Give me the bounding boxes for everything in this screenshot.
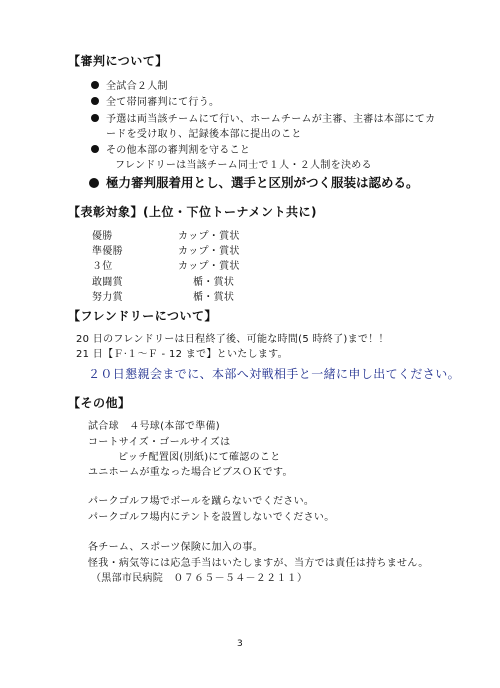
referee-bullet-5: 極力審判服着用とし、選手と区別がつく服装は認める。 [106, 175, 419, 190]
bullet-icon [91, 114, 99, 122]
friendly-notice: ２０日懇親会までに、本部へ対戦相手と一緒に申し出てください。 [88, 367, 461, 381]
award-label: 準優勝 [92, 246, 123, 257]
award-prize: カップ・賞状 [178, 246, 240, 257]
award-label: 優勝 [92, 231, 113, 242]
award-label: 敢闘賞 [92, 277, 123, 288]
referee-bullet-1: 全試合２人制 [106, 81, 168, 92]
bullet-icon [91, 97, 99, 105]
referee-bullet-2: 全て帯同審判にて行う。 [106, 97, 220, 108]
bullet-icon [91, 81, 99, 89]
awards-heading: 【表彰対象】(上位・下位トーナメント共に) [68, 205, 317, 219]
other-line: パークゴルフ場でボールを蹴らないでください。 [88, 496, 315, 507]
award-label: ３位 [92, 261, 113, 272]
bullet-icon [89, 178, 99, 188]
friendly-line-1: 20 日のフレンドリーは日程終了後、可能な時間(5 時終了)まで！！ [76, 334, 389, 345]
award-prize: カップ・賞状 [178, 261, 240, 272]
page-number: 3 [237, 639, 243, 649]
other-line: 試合球 ４号球(本部で準備) [88, 421, 221, 432]
other-line: パークゴルフ場内にテントを設置しないでください。 [88, 512, 335, 523]
friendly-heading: 【フレンドリーについて】 [68, 309, 217, 323]
other-line: ユニホームが重なった場合ビブスＯＫです。 [88, 467, 293, 478]
referee-bullet-4: その他本部の審判割を守ること [106, 145, 251, 156]
other-heading: 【その他】 [68, 396, 131, 410]
hospital-contact: （黒部市民病院 ０７６５－５４－２２１１） [91, 573, 308, 584]
other-line: ピッチ配置図(別紙)にて確認のこと [118, 452, 281, 463]
award-label: 努力賞 [92, 292, 123, 303]
friendly-referee-note: フレンドリーは当該チーム同士で１人・２人制を決める [115, 160, 372, 171]
referee-bullet-3: 予選は両当該チームにて行い、ホームチームが主審、主審は本部にてカ [106, 114, 436, 125]
other-line: 怪我・病気等には応急手当はいたしますが、当方では責任は持ちません。 [88, 558, 429, 569]
award-prize: 楯・賞状 [193, 292, 235, 303]
other-line: コートサイズ・ゴールサイズは [88, 437, 231, 448]
bullet-icon [91, 145, 99, 153]
referee-bullet-3-continuation: ードを受け取り、記録後本部に提出のこと [106, 129, 302, 140]
friendly-line-2: 21 日【Ｆ·１～Ｆ - 12 まで】といたします。 [76, 349, 288, 360]
referee-heading: 【審判について】 [68, 54, 168, 68]
award-prize: 楯・賞状 [193, 277, 235, 288]
award-prize: カップ・賞状 [178, 231, 240, 242]
other-line: 各チーム、スポーツ保険に加入の事。 [88, 542, 263, 553]
